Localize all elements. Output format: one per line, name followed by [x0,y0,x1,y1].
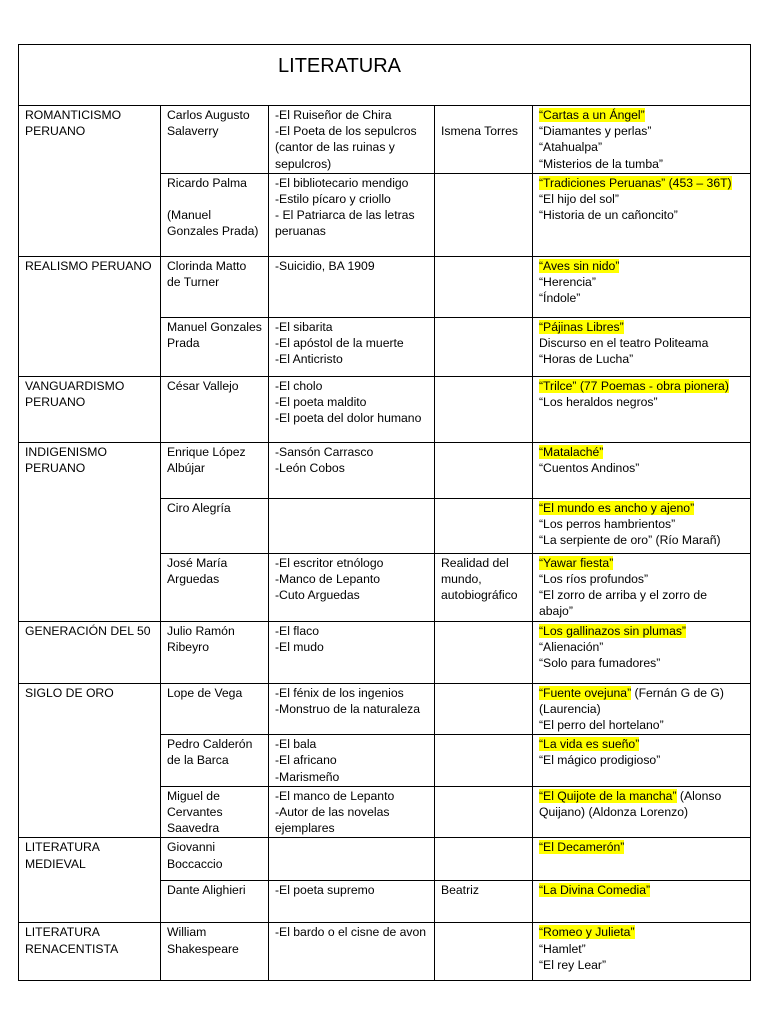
extra-cell [435,498,533,553]
nickname: -El Poeta de los sepulcros (cantor de las ruinas y sepulcros) [275,124,417,171]
nickname: -Marismeño [275,769,340,784]
extra-cell [435,256,533,317]
nickname-cell [269,683,435,735]
author-cell [161,376,269,442]
author-cell [161,442,269,498]
nickname: -El africano [275,753,337,768]
nickname: -Cuto Arguedas [275,588,360,603]
extra-note: Ismena Torres [441,124,518,138]
movement-cell [19,683,161,838]
work: “Los heraldos negros” [539,395,658,410]
nickname: -Estilo pícaro y criollo [275,192,391,207]
nickname: -Monstruo de la naturaleza [275,701,420,716]
main-work: “Pájinas Libres” [539,319,624,334]
author-cell [161,256,269,317]
author-cell [161,838,269,881]
nickname: -Suicidio, BA 1909 [275,258,375,273]
nickname-cell [269,173,435,256]
works-cell [533,923,751,981]
nickname: -El bibliotecario mendigo [275,175,409,190]
work-note: (Alonso Quijano) (Aldonza Lorenzo) [539,788,722,820]
work: “El hijo del sol” [539,192,619,207]
movement-cell [19,838,161,923]
title-cell [19,45,751,106]
nickname-cell [269,553,435,621]
works-cell [533,786,751,838]
author-cell [161,498,269,553]
nickname: -El bardo o el cisne de avon [275,925,427,940]
page-title: LITERATURA [278,55,402,77]
nickname: -El poeta supremo [275,883,375,898]
author-cell [161,621,269,683]
extra-cell [435,923,533,981]
works-cell [533,442,751,498]
author-cell [161,735,269,787]
work: “Cuentos Andinos” [539,461,640,476]
extra-cell [435,553,533,621]
movement-label: GENERACIÓN DEL 50 [25,623,151,638]
main-work: “El Decamerón” [539,840,625,855]
nickname-cell [269,106,435,174]
movement-cell [19,376,161,442]
author-name: Ricardo Palma [167,175,247,190]
works-cell [533,735,751,787]
main-work: “Yawar fiesta” [539,555,614,570]
works-cell [533,553,751,621]
work: “Los perros hambrientos” [539,517,676,532]
nickname-cell [269,256,435,317]
author-name: Manuel Gonzales Prada [167,319,262,351]
movement-label: REALISMO PERUANO [25,258,152,273]
movement-label: INDIGENISMO PERUANO [25,444,107,476]
author-cell [161,106,269,174]
main-work: “El mundo es ancho y ajeno” [539,500,695,515]
works-cell [533,838,751,881]
author-name: Lope de Vega [167,685,243,700]
nickname-cell [269,621,435,683]
author-name: Julio Ramón Ribeyro [167,623,235,654]
extra-cell [435,735,533,787]
work: “Atahualpa” [539,140,603,155]
nickname: - El Patriarca de las letras peruanas [275,208,415,239]
extra-cell [435,838,533,881]
nickname: -El apóstol de la muerte [275,336,404,351]
movement-cell [19,442,161,621]
extra-cell [435,442,533,498]
movement-cell [19,621,161,683]
nickname-cell [269,442,435,498]
work-note: (Fernán G de G) (Laurencia) [539,685,724,716]
nickname: -El fénix de los ingenios [275,685,404,700]
work: “Solo para fumadores” [539,656,661,671]
nickname: -Autor de las novelas ejemplares [275,805,390,836]
main-work: “Romeo y Julieta” [539,925,635,940]
author-name: José María Arguedas [167,555,228,587]
extra-cell [435,173,533,256]
nickname-cell [269,786,435,838]
nickname: -El mudo [275,639,324,654]
extra-note: Beatriz [441,883,479,898]
author-cell [161,683,269,735]
works-cell [533,173,751,256]
work: “Índole” [539,291,581,306]
author-cell [161,553,269,621]
nickname-cell [269,923,435,981]
author-note: (Manuel Gonzales Prada) [167,208,259,239]
extra-cell [435,621,533,683]
nickname: -El manco de Lepanto [275,788,395,803]
author-cell [161,881,269,923]
author-name: César Vallejo [167,378,239,393]
main-work: “El Quijote de la mancha” [539,788,677,803]
movement-label: LITERATURA RENACENTISTA [25,925,119,956]
works-cell [533,498,751,553]
nickname: -El flaco [275,623,320,638]
works-cell [533,621,751,683]
main-work: “Tradiciones Peruanas” (453 – 36T) [539,175,732,190]
nickname: -El cholo [275,378,323,393]
works-cell [533,256,751,317]
nickname-cell [269,498,435,553]
nickname: -El escritor etnólogo [275,555,384,570]
nickname: -El Ruiseñor de Chira [275,108,392,122]
work: “Historia de un cañoncito” [539,208,678,223]
movement-label: ROMANTICISMO PERUANO [25,108,122,139]
work: Discurso en el teatro Politeama [539,336,709,351]
main-work: “La Divina Comedia” [539,883,651,898]
movement-label: VANGUARDISMO PERUANO [25,378,125,410]
extra-cell [435,376,533,442]
author-cell [161,173,269,256]
work: “La serpiente de oro” (Río Marañ) [539,533,721,548]
work: “El zorro de arriba y el zorro de abajo” [539,588,707,619]
author-cell [161,923,269,981]
main-work: “Matalaché” [539,444,604,459]
movement-label: LITERATURA MEDIEVAL [25,840,100,871]
author-name: Ciro Alegría [167,500,231,515]
author-cell [161,317,269,376]
author-name: Clorinda Matto de Turner [167,258,247,290]
nickname: -León Cobos [275,461,345,476]
nickname: -El poeta del dolor humano [275,411,422,426]
work: “Horas de Lucha” [539,352,634,367]
nickname: -Manco de Lepanto [275,572,381,587]
author-cell [161,786,269,838]
author-name: Carlos Augusto Salaverry [167,108,250,139]
extra-cell [435,106,533,174]
extra-cell [435,683,533,735]
works-cell [533,881,751,923]
author-name: Miguel de Cervantes Saavedra [167,788,223,836]
extra-cell [435,881,533,923]
nickname: -Sansón Carrasco [275,444,374,459]
movement-cell [19,923,161,981]
nickname-cell [269,376,435,442]
works-cell [533,317,751,376]
works-cell [533,106,751,174]
author-name: Dante Alighieri [167,883,246,898]
nickname-cell [269,735,435,787]
extra-note: Realidad del mundo, autobiográfico [441,555,518,603]
nickname: -El poeta maldito [275,395,367,410]
main-work: “La vida es sueño” [539,737,640,752]
work: “Alienación” [539,639,604,654]
work: “Herencia” [539,275,596,290]
works-cell [533,683,751,735]
nickname-cell [269,838,435,881]
main-work: “Aves sin nido” [539,258,620,273]
nickname-cell [269,881,435,923]
work: “Hamlet” [539,941,586,956]
movement-label: SIGLO DE ORO [25,685,114,700]
work: “Misterios de la tumba” [539,156,663,171]
work: “Diamantes y perlas” [539,124,652,139]
movement-cell [19,256,161,376]
main-work: “Los gallinazos sin plumas” [539,623,686,638]
works-cell [533,376,751,442]
extra-cell [435,786,533,838]
main-work: “Cartas a un Ángel” [539,108,645,122]
literature-table [18,44,751,981]
author-name: Pedro Calderón de la Barca [167,737,253,768]
nickname-cell [269,317,435,376]
extra-cell [435,317,533,376]
work: “Los ríos profundos” [539,572,649,587]
nickname: -El sibarita [275,319,333,334]
work: “El mágico prodigioso” [539,753,661,768]
author-name: Giovanni Boccaccio [167,840,223,871]
movement-cell [19,106,161,257]
main-work: “Trilce” (77 Poemas - obra pionera) [539,378,729,393]
main-work: “Fuente ovejuna” [539,685,632,700]
work: “El rey Lear” [539,957,607,972]
nickname: -El Anticristo [275,352,343,367]
author-name: Enrique López Albújar [167,444,246,476]
work: “El perro del hortelano” [539,718,664,733]
author-name: William Shakespeare [167,925,239,956]
nickname: -El bala [275,737,317,752]
